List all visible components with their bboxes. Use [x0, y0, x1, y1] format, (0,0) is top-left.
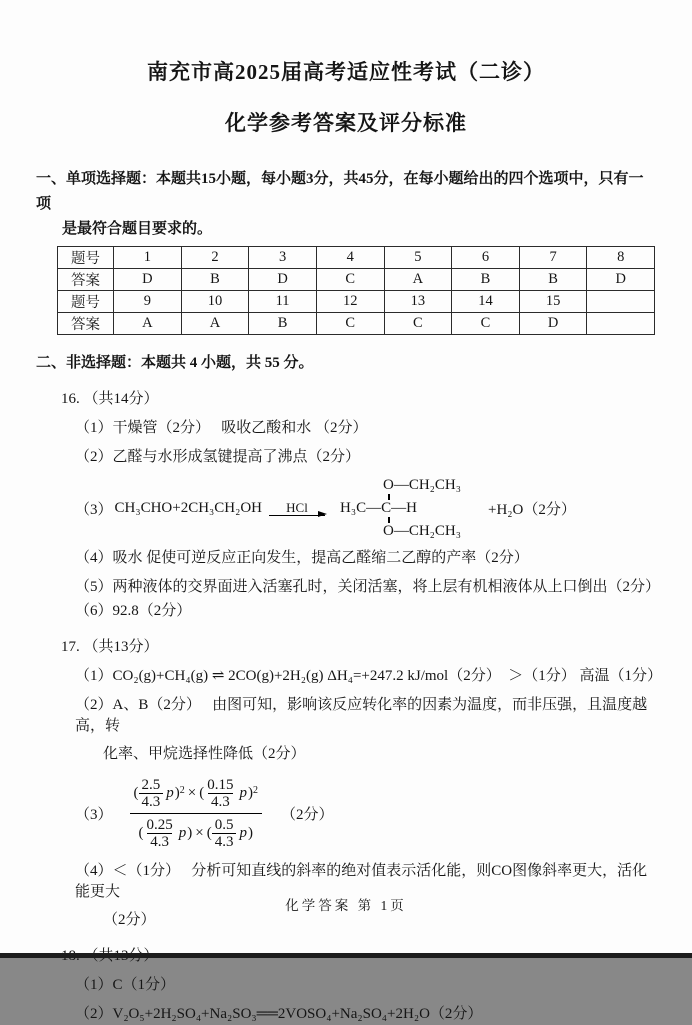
reaction-arrow [269, 501, 325, 516]
answer-cell: D [249, 269, 317, 291]
answer-cell: A [114, 313, 182, 335]
answer-table-row [58, 313, 655, 335]
equation-tail: +H₂O（2分） [487, 502, 576, 518]
answer-table-row [58, 291, 655, 313]
q17-item4-line1: （4）＜（1分） 分析可知直线的斜率的绝对值表示活化能，则CO图像斜率更大，活化能更大 [75, 863, 648, 900]
equilibrium-constant-fraction [125, 774, 267, 853]
answer-cell: 14 [452, 291, 520, 313]
paren-open: ( [206, 825, 212, 841]
answer-cell: 11 [249, 291, 317, 313]
pressure-var: p [178, 825, 187, 841]
q18-item2: （2）V₂O₅+2H₂SO₄+Na₂SO₃══2VOSO₄+Na₂SO₄+2H₂O（2分） [75, 1006, 483, 1022]
structure-bottom-group: O—CH₂CH₃ [383, 523, 461, 539]
row-header-cell: 答案 [58, 313, 114, 335]
paren-open: ( [199, 785, 205, 801]
structure-mid-group: H₃C—C—H [340, 500, 417, 516]
pressure-var: p [239, 825, 247, 841]
row-header-cell: 题号 [58, 291, 114, 313]
pressure-var: p [166, 785, 174, 801]
row-header-cell: 答案 [58, 269, 114, 291]
answer-cell: C [452, 313, 520, 335]
q17-item3-expression [75, 774, 658, 853]
section1-heading-line1: 一、单项选择题：本题共15小题，每小题3分，共45分，在每小题给出的四个选项中，只有一项 [36, 171, 644, 212]
paren-close: ) [187, 825, 193, 841]
fraction-numerator [125, 774, 267, 813]
answer-cell: D [587, 269, 655, 291]
answer-cell: 12 [316, 291, 384, 313]
inner-fraction [139, 777, 164, 810]
fraction-bottom: 4.3 [208, 793, 233, 810]
section1-heading [36, 167, 658, 242]
answer-cell: 13 [384, 291, 452, 313]
answer-cell: 4 [316, 247, 384, 269]
answer-cell: 15 [519, 291, 587, 313]
q16-item2: （2）乙醛与水形成氢键提高了沸点（2分） [75, 449, 361, 465]
answer-table-row [58, 247, 655, 269]
answer-cell: B [519, 269, 587, 291]
pressure-var: p [239, 785, 247, 801]
section1-heading-line2: 是最符合题目要求的。 [62, 221, 213, 237]
q16-item1: （1）干燥管（2分） 吸收乙酸和水 （2分） [75, 420, 368, 436]
answer-cell: 2 [181, 247, 249, 269]
q18-item1: （1）C（1分） [75, 977, 176, 993]
multiply-sign: × [187, 785, 197, 801]
answer-cell [587, 291, 655, 313]
section2-heading: 二、非选择题：本题共 4 小题，共 55 分。 [36, 355, 314, 371]
answer-cell [587, 313, 655, 335]
q16-item5: （5）两种液体的交界面进入活塞孔时，关闭活塞，将上层有机相液体从上口倒出（2分） [75, 579, 661, 595]
answer-cell: 1 [114, 247, 182, 269]
q16-heading: 16. （共14分） [61, 391, 159, 407]
q17-item1: （1）CO₂(g)+CH₄(g) ⇌ 2CO(g)+2H₂(g) ΔH₄=+247.2 kJ/mol（2分） ＞（1分） 高温（1分） [75, 668, 662, 684]
exponent: 2 [252, 784, 258, 796]
fraction-top: 2.5 [141, 777, 161, 793]
answer-cell: C [316, 269, 384, 291]
q16-item6: （6）92.8（2分） [75, 603, 192, 619]
answer-cell: C [316, 313, 384, 335]
answer-cell: 7 [519, 247, 587, 269]
paren-open: ( [138, 825, 144, 841]
answer-cell: D [519, 313, 587, 335]
arrow-line-icon [269, 515, 325, 516]
fraction-top: 0.5 [214, 817, 234, 833]
fraction-top: 0.15 [207, 777, 234, 793]
answer-cell: C [384, 313, 452, 335]
answer-cell: 9 [114, 291, 182, 313]
answer-cell: B [452, 269, 520, 291]
catalyst-label: HCl [286, 500, 308, 515]
exponent: 2 [179, 784, 185, 796]
q16-item3-equation [75, 477, 658, 540]
paren-open: ( [133, 785, 139, 801]
page-subtitle: 化学参考答案及评分标准 [225, 111, 467, 135]
inner-fraction [212, 817, 237, 850]
q17-item2-line2: 化率、甲烷选择性降低（2分） [103, 746, 306, 762]
multiply-sign: × [195, 825, 204, 841]
acetal-structure-formula [340, 477, 461, 540]
scan-edge-strip [0, 953, 692, 958]
fraction-bottom: 4.3 [139, 793, 164, 810]
answer-cell: B [249, 313, 317, 335]
answer-cell: D [114, 269, 182, 291]
page-title: 南充市高2025届高考适应性考试（二诊） [147, 60, 545, 84]
paren-close: ) [174, 785, 180, 801]
inner-fraction [144, 817, 176, 850]
fraction-bottom: 4.3 [147, 833, 172, 850]
answer-cell: 6 [452, 247, 520, 269]
answer-table-row [58, 269, 655, 291]
fraction-top: 0.25 [146, 817, 173, 833]
q16-item3-label: （3） [75, 502, 113, 518]
q17-item3-score: （2分） [280, 807, 334, 823]
row-header-cell: 题号 [58, 247, 114, 269]
answer-cell: B [181, 269, 249, 291]
q17-item4-line2: （2分） [103, 912, 156, 928]
answer-table [57, 246, 655, 335]
fraction-bottom: 4.3 [212, 833, 237, 850]
q17-item2-line1: （2）A、B（2分） 由图可知，影响该反应转化率的因素为温度，而非压强，且温度越高，转 [75, 697, 648, 734]
answer-cell: A [384, 269, 452, 291]
q17-item3-label: （3） [75, 807, 113, 823]
answer-cell: 3 [249, 247, 317, 269]
q17-heading: 17. （共13分） [61, 639, 159, 655]
structure-top-group: O—CH₂CH₃ [383, 477, 461, 493]
inner-fraction [204, 777, 236, 810]
answer-cell: 8 [587, 247, 655, 269]
paren-close: ) [247, 785, 253, 801]
answer-cell: 10 [181, 291, 249, 313]
answer-cell: A [181, 313, 249, 335]
fraction-denominator [130, 813, 262, 853]
paren-close: ) [247, 825, 253, 841]
reactants-formula: CH₃CHO+2CH₃CH₂OH [114, 500, 263, 516]
q16-item4: （4）吸水 促使可逆反应正向发生，提高乙醛缩二乙醇的产率（2分） [75, 550, 529, 566]
page-footer: 化学答案 第 1页 [285, 898, 407, 913]
answer-cell: 5 [384, 247, 452, 269]
